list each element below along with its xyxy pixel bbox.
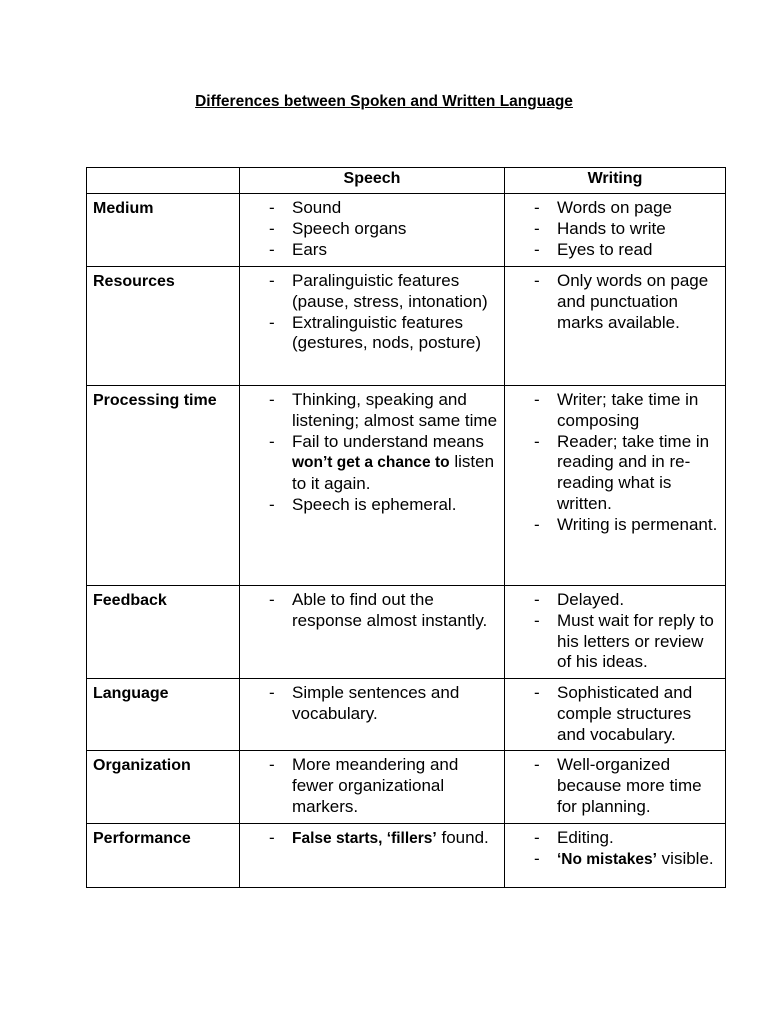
list-item: - Reader; take time in reading and in re-reading what is written. (505, 432, 719, 515)
emphasis-text: ‘No mistakes’ (557, 850, 657, 868)
table-row-feedback (87, 586, 726, 679)
table-row-language (87, 679, 726, 751)
list-item: - Eyes to read (505, 240, 719, 261)
header-speech: Speech (240, 168, 505, 194)
list-item: - Thinking, speaking and listening; almost same time (240, 390, 498, 432)
speech-cell (240, 194, 505, 267)
list-item (240, 828, 498, 850)
emphasis-text: won’t get a chance to (292, 454, 450, 472)
table-header-row (87, 168, 726, 194)
table-row-processing-time (87, 386, 726, 586)
speech-cell (240, 586, 505, 679)
comparison-table (86, 167, 726, 888)
speech-cell (240, 824, 505, 888)
writing-cell (505, 751, 726, 824)
writing-cell (505, 679, 726, 751)
list-item: - Able to find out the response almost instantly. (240, 590, 498, 632)
speech-cell (240, 386, 505, 586)
speech-cell (240, 267, 505, 386)
list-item: - More meandering and fewer organizational markers. (240, 755, 498, 817)
list-item: - Only words on page and punctuation marks available. (505, 271, 719, 333)
speech-cell (240, 679, 505, 751)
list-item-text: listen to it again. (292, 452, 495, 494)
list-item: - Writing is permenant. (505, 515, 719, 536)
row-label: Feedback (87, 586, 240, 679)
writing-cell (505, 586, 726, 679)
list-item: - Well-organized because more time for planning. (505, 755, 719, 817)
list-item: - Hands to write (505, 219, 719, 240)
list-item: - Ears (240, 240, 498, 261)
list-item: - Speech is ephemeral. (240, 495, 498, 516)
list-item-text: Fail to understand means (292, 431, 484, 451)
emphasis-text: False starts, ‘fillers’ (292, 830, 437, 847)
list-item: - Paralinguistic features (pause, stress, intonation) (240, 271, 498, 313)
writing-cell (505, 824, 726, 888)
writing-cell (505, 194, 726, 267)
list-item: - Speech organs (240, 219, 498, 240)
header-empty (87, 168, 240, 194)
list-item (505, 849, 719, 871)
list-item (240, 432, 498, 495)
list-item: - Must wait for reply to his letters or review of his ideas. (505, 611, 719, 673)
list-item: - Extralinguistic features (gestures, nods, posture) (240, 313, 498, 355)
row-label: Processing time (87, 386, 240, 586)
row-label: Resources (87, 267, 240, 386)
table-row-medium (87, 194, 726, 267)
row-label: Language (87, 679, 240, 751)
table-row-performance (87, 824, 726, 888)
document-title: Differences between Spoken and Written Language (195, 93, 573, 110)
table-row-organization (87, 751, 726, 824)
list-item-text: visible. (661, 848, 714, 868)
writing-cell (505, 386, 726, 586)
list-item: - Editing. (505, 828, 719, 849)
row-label: Medium (87, 194, 240, 267)
list-item: - Simple sentences and vocabulary. (240, 683, 498, 725)
row-label: Organization (87, 751, 240, 824)
list-item: - Writer; take time in composing (505, 390, 719, 432)
table-row-resources (87, 267, 726, 386)
list-item: - Delayed. (505, 590, 719, 611)
list-item: - Words on page (505, 198, 719, 219)
header-writing: Writing (505, 168, 726, 194)
list-item-text: found. (441, 828, 489, 847)
row-label: Performance (87, 824, 240, 888)
writing-cell (505, 267, 726, 386)
list-item: - Sound (240, 198, 498, 219)
list-item: - Sophisticated and comple structures and vocabulary. (505, 683, 719, 745)
speech-cell (240, 751, 505, 824)
